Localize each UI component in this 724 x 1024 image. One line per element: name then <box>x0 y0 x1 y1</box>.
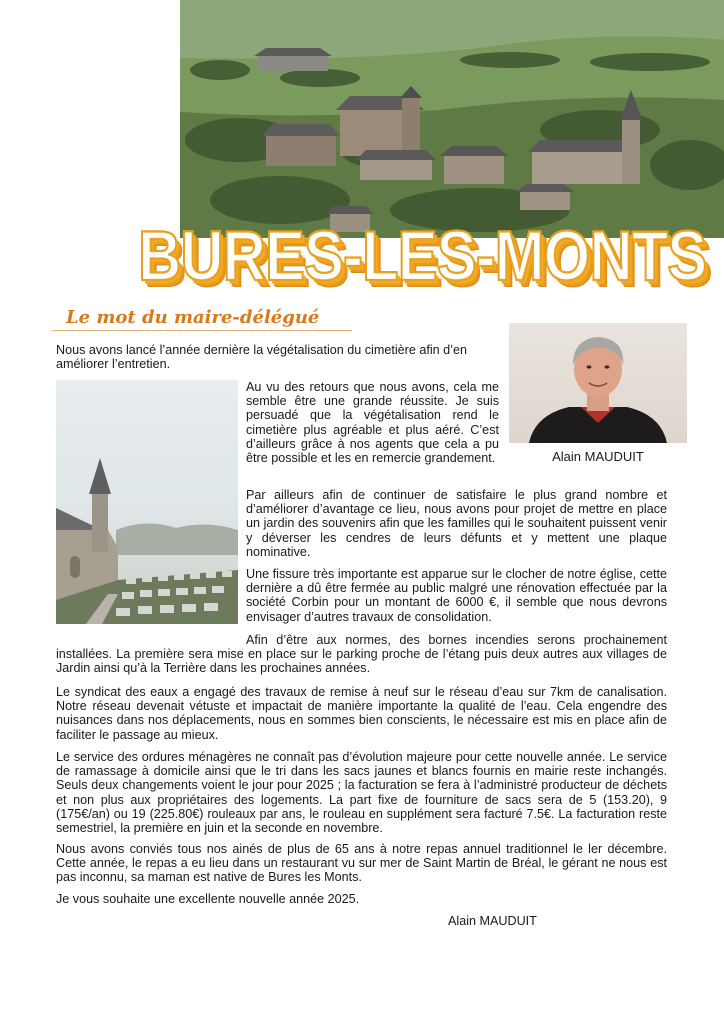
paragraph-4: Une fissure très importante est apparue sur le clocher de notre église, cette dernière a dû être fermée au public malgré une rénovation effectuée par la société Corbin pour un montant de 6000 €, il semble que nous devrons envisager d’autres travaux de consolidation. <box>246 567 667 624</box>
page-title: BURES-LES-MONTS <box>138 216 707 296</box>
subtitle-underline <box>52 330 352 331</box>
section-subtitle: Le mot du maire-délégué <box>66 307 320 328</box>
village-photo <box>180 0 724 238</box>
paragraph-1: Nous avons lancé l’année dernière la végétalisation du cimetière afin d’en améliorer l’entretien. <box>56 343 467 372</box>
paragraph-6: Le syndicat des eaux a engagé des travaux de remise à neuf sur le réseau d’eau sur 7km de canalisation. Notre réseau devenait vétuste et impactait de manière importante la qualité de l’eau. Cela engendre des nuisances dans nos déplacements, nous en sommes bien conscients, le nécessaire est mis en place afin de faciliter le passage au mieux. <box>56 685 667 742</box>
church-cemetery-illustration <box>56 380 238 624</box>
paragraph-3: Par ailleurs afin de continuer de satisfaire le plus grand nombre et d’améliorer d’avantage ce lieu, nous avons pour projet de mettre en place un jardin des souvenirs afin que les familles qui le souhaitent puissent venir y déverser les cendres de leurs défunts et y mettent une plaque nominative. <box>246 488 667 559</box>
village-landscape-illustration <box>180 0 724 238</box>
paragraph-5: Afin d’être aux normes, des bornes incendies serons prochainement installées. La première sera mise en place sur le parking proche de l’étang puis deux autres aux villages de Jardin ainsi qu’à la Terrière dans les prochaines années. <box>56 633 667 676</box>
portrait-caption: Alain MAUDUIT <box>552 449 644 464</box>
paragraph-2: Au vu des retours que nous avons, cela me semble être une grande réussite. Je suis persuadé que la végétalisation rend le cimetière plus agréable et plus aéré. C’est d’ailleurs grâce à nos agents que cela a pu être possible et les en remercie grandement. <box>246 380 499 466</box>
signature: Alain MAUDUIT <box>448 914 537 928</box>
mayor-portrait <box>509 323 687 443</box>
paragraph-9: Je vous souhaite une excellente nouvelle année 2025. <box>56 892 360 906</box>
portrait-illustration <box>509 323 687 443</box>
church-photo <box>56 380 238 624</box>
paragraph-7: Le service des ordures ménagères ne connaît pas d’évolution majeure pour cette nouvelle année. Le service de ramassage à domicile ainsi que le tri dans les sacs jaunes et blancs fournis en mairie reste inchangés. Seuls deux changements voient le jour pour 2025 ; la facturation se fera à l’administré producteur de déchets et non plus aux propriétaires des logements. La part fixe de fourniture de sacs sera de 5 (153.20), 9 (175€/an) ou 19 (225.80€) rouleaux par ans, le rouleau en supplément sera facturé 7.5€. La facturation reste semestriel, la première en juin et la seconde en novembre. <box>56 750 667 836</box>
paragraph-8: Nous avons conviés tous nos ainés de plus de 65 ans à notre repas annuel traditionnel le ler décembre. Cette année, le repas a eu lieu dans un restaurant vu sur mer de Saint Martin de Bréal, le gérant ne nous est pas inconnu, sa maman est native de Bures les Monts. <box>56 842 667 885</box>
